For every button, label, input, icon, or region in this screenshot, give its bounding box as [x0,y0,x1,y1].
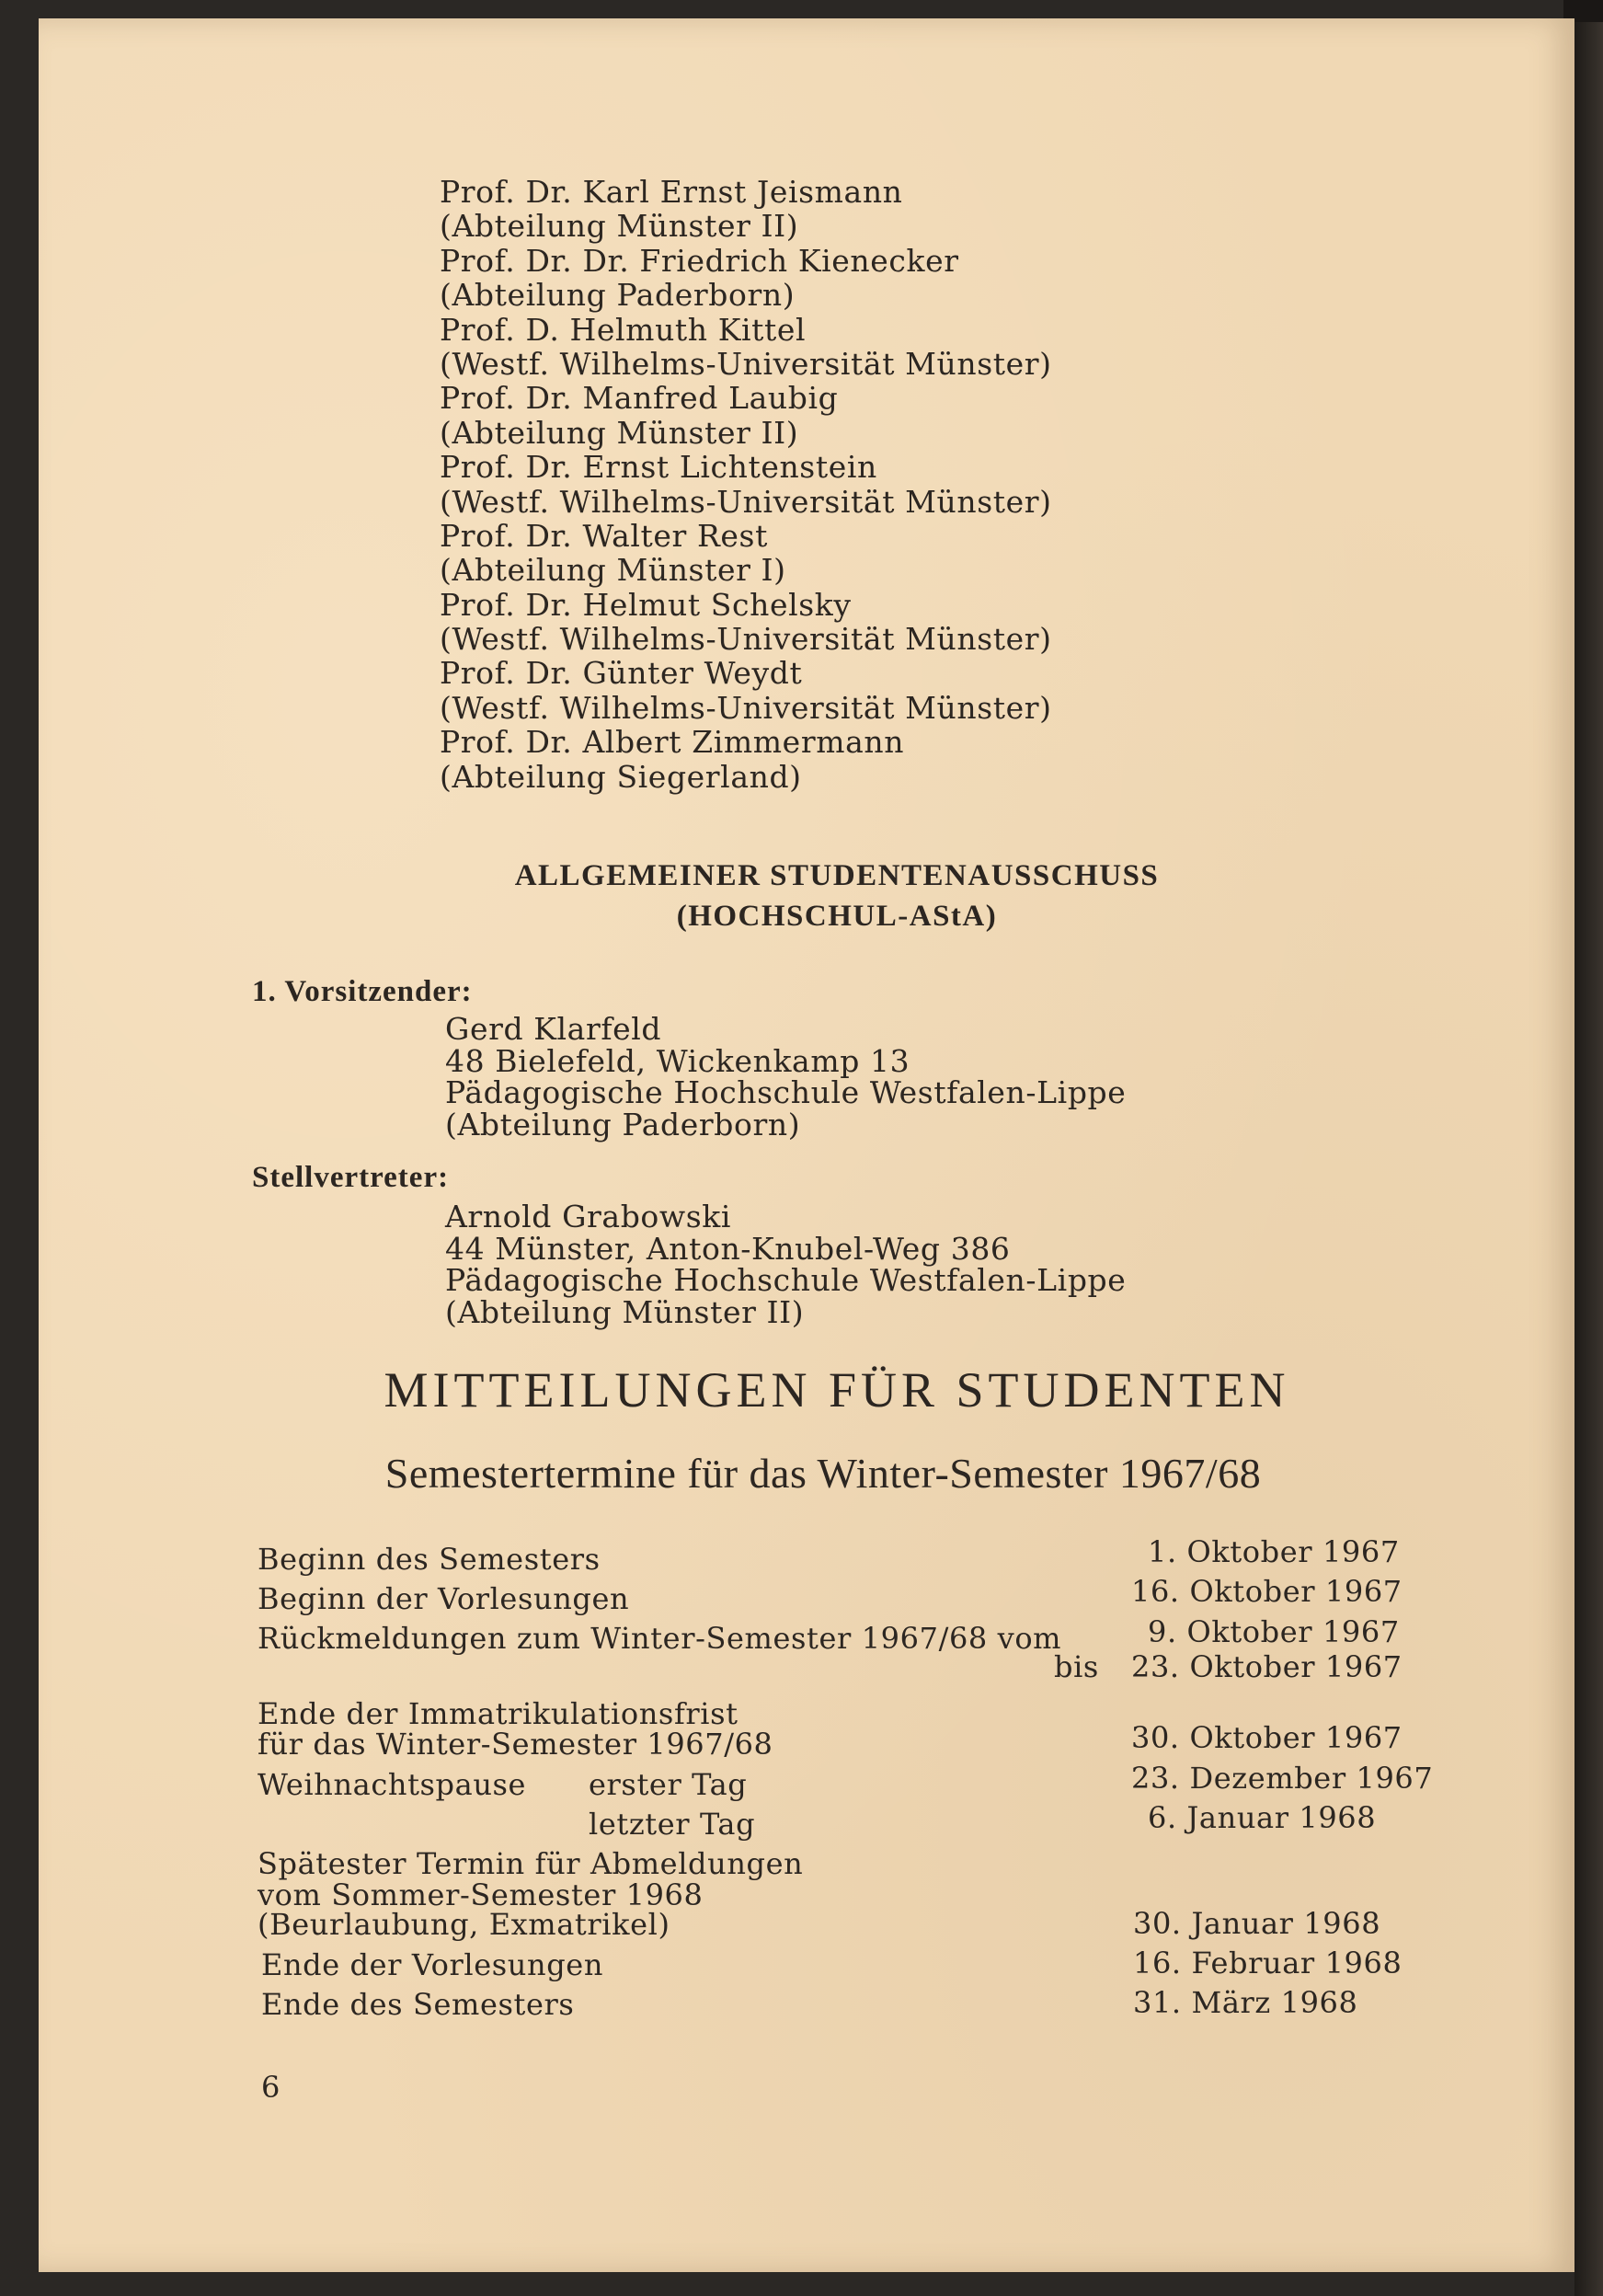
member-line: (Abteilung Münster II) [440,208,799,245]
chair-line: Gerd Klarfeld [445,1011,662,1047]
member-line: (Westf. Wilhelms-Universität Münster) [440,689,1052,726]
table-row-date: 30. Oktober 1967 [1131,1720,1403,1755]
book-spine [1574,0,1603,2296]
member-line: Prof. Dr. Günter Weydt [440,655,803,692]
member-line: Prof. Dr. Karl Ernst Jeismann [440,174,903,210]
member-line: (Abteilung Siegerland) [440,758,802,795]
chair-line: 48 Bielefeld, Wickenkamp 13 [445,1042,910,1079]
member-line: Prof. Dr. Helmut Schelsky [440,586,852,623]
member-line: (Abteilung Münster I) [440,552,786,589]
table-row-date: 9. Oktober 1967 [1148,1614,1400,1649]
table-row-label: Ende des Semesters [261,1987,575,2022]
members-list [440,175,1052,794]
table-row-label: Rückmeldungen zum Winter-Semester 1967/68 vom [258,1621,1062,1656]
table-row-label: Spätester Termin für Abmeldungen [258,1846,804,1881]
table-row-label: Ende der Vorlesungen [261,1947,604,1982]
member-line: Prof. Dr. Walter Rest [440,517,768,554]
member-line: Prof. D. Helmuth Kittel [440,311,807,348]
member-line: (Abteilung Paderborn) [440,277,796,314]
asta-heading-line2: (HOCHSCHUL-AStA) [676,900,998,933]
deputy-line: 44 Münster, Anton-Knubel-Weg 386 [445,1230,1011,1267]
table-row-label: für das Winter-Semester 1967/68 [258,1727,773,1762]
deputy-line: Pädagogische Hochschule Westfalen-Lippe [445,1262,1127,1298]
table-row-date: 16. Oktober 1967 [1131,1574,1403,1609]
table-row-label: (Beurlaubung, Exmatrikel) [258,1907,670,1942]
table-row-date: 6. Januar 1968 [1148,1800,1377,1835]
member-line: (Abteilung Münster II) [440,414,799,451]
table-row-date: 31. März 1968 [1133,1985,1358,2020]
table-row-sublabel: erster Tag [589,1767,748,1802]
deputy-line: (Abteilung Münster II) [445,1293,805,1330]
table-row-sublabel: letzter Tag [589,1807,756,1842]
table-row-date: 23. Oktober 1967 [1131,1649,1403,1684]
deputy-line: Arnold Grabowski [445,1199,732,1234]
table-row-date: 16. Februar 1968 [1133,1946,1403,1980]
table-row-label: vom Sommer-Semester 1968 [258,1877,704,1912]
deputy-label: Stellvertreter: [252,1161,450,1194]
member-line: (Westf. Wilhelms-Universität Münster) [440,621,1052,658]
member-line: (Westf. Wilhelms-Universität Münster) [440,483,1052,520]
asta-heading-line1: ALLGEMEINER STUDENTENAUSSCHUSS [514,859,1160,892]
table-row-label: Ende der Immatrikulationsfrist [258,1696,739,1731]
table-row-label: bis [1054,1649,1099,1684]
deputy-block [445,1201,1126,1328]
chair-line: (Abteilung Paderborn) [445,1106,801,1142]
chair-line: Pädagogische Hochschule Westfalen-Lippe [445,1074,1127,1110]
table-row-date: 30. Januar 1968 [1133,1906,1381,1941]
table-row-label: Weihnachtspause [258,1767,527,1802]
semester-subheading: Semestertermine für das Winter-Semester 1967/68 [384,1450,1262,1497]
table-row-label: Beginn der Vorlesungen [258,1581,630,1616]
chair-block [445,1011,1127,1142]
table-row-label: Beginn des Semesters [258,1542,601,1577]
table-row-date: 23. Dezember 1967 [1131,1761,1434,1796]
asta-heading [0,855,1603,936]
mitteilungen-heading: MITTEILUNGEN FÜR STUDENTEN [384,1362,1290,1418]
chair-label: 1. Vorsitzender: [252,975,473,1008]
member-line: Prof. Dr. Ernst Lichtenstein [440,449,877,486]
member-line: Prof. Dr. Manfred Laubig [440,380,839,417]
member-line: Prof. Dr. Dr. Friedrich Kienecker [440,242,959,279]
page-number: 6 [261,2070,281,2105]
table-row-date: 1. Oktober 1967 [1148,1534,1400,1569]
member-line: Prof. Dr. Albert Zimmermann [440,724,905,761]
member-line: (Westf. Wilhelms-Universität Münster) [440,345,1052,382]
